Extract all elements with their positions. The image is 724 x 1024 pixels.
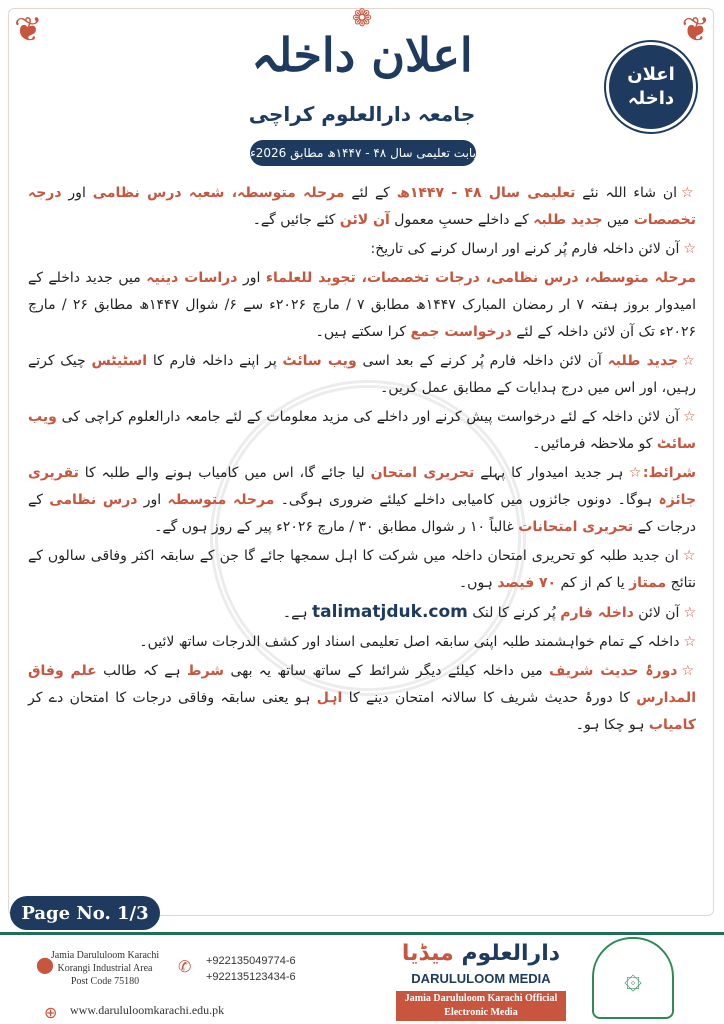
top-ornament-icon: ❁ [351,4,373,32]
star-icon: ☆ [683,241,696,257]
star-icon: ☆ [683,409,696,425]
paragraph-8: ☆آن لائن داخلہ فارم پُر کرنے کا لنک talimatjduk.com ہے۔ [282,602,696,622]
media-official-box: Jamia Darululoom Karachi Official Electronic Media [396,991,566,1021]
paragraph-2: ☆آن لائن داخلہ فارم پُر کرنے اور ارسال کرنے کی تاریخ: [370,241,696,257]
admission-link[interactable]: talimatjduk.com [311,602,468,622]
media-logo-english: DARULULOOM MEDIA [411,971,551,986]
media-logo-urdu: دارالعلوم میڈیا [401,941,561,966]
paragraph-9: ☆داخلہ کے تمام خواہشمند طلبہ اپنی سابقہ اصل تعلیمی اسناد اور کشف الدرجات ساتھ لائیں۔ [139,634,696,650]
badge-line-1: اعلان [627,64,675,85]
paragraph-6: شرائط:☆ہر جدید امیدوار کا پہلے تحریری امتحان لیا جائے گا، اس میں کامیاب ہونے والے طلبہ کا تقریری جائزہ ہوگا۔ دونوں جائزوں میں کامیابی داخلے کیلئے ضروری ہوگی۔ مرحلہ متوسطہ اور درس نظامی کے درجات کے تحریری امتحانات غالباً ۱۰ ر شوال مطابق ۳۰ / مارچ ۲۰۲۶ء پیر کے روز ہوں گے۔ [28,465,697,535]
phone-icon: ✆ [178,957,192,976]
page-number-badge: Page No. 1/3 [10,896,160,930]
session-pill: بابت تعلیمی سال ۴۸ - ۱۴۴۷ھ مطابق 2026ء [250,140,476,166]
badge-line-2: داخلہ [627,88,675,109]
page-title: اعلان داخلہ [251,28,473,82]
paragraph-10: ☆دورۂ حدیث شریف میں داخلہ کیلئے دیگر شرائط کے ساتھ ساتھ یہ بھی شرط ہے کہ طالب علم وفاق المدارس کا دورۂ حدیث شریف کا سالانہ امتحان دینے کا اہل ہو یعنی سابقہ وفاقی درجات کا امتحان دے کر کامیاب ہو چکا ہو۔ [28,663,697,733]
star-icon: ☆ [682,548,696,564]
footer-address: Jamia Darululoom Karachi Korangi Industrial Area Post Code 75180 [50,950,160,987]
paragraph-4: ☆جدید طلبہ آن لائن داخلہ فارم پُر کرنے کے بعد اسی ویب سائٹ پر اپنے داخلہ فارم کا اسٹیٹس چیک کرتے رہیں، اور اس میں درج ہدایات کے مطابق عمل کریں۔ [28,353,697,396]
star-icon: ☆ [681,663,697,679]
footer [0,932,724,1024]
footer-phones: +922135049774-6 +922135123434-6 [206,955,296,983]
notice-body [28,180,696,741]
star-icon: ☆ [683,605,696,621]
page-subtitle: جامعہ دارالعلوم کراچی [248,102,476,126]
star-icon: ☆ [627,465,643,481]
star-icon: ☆ [681,185,696,201]
location-pin-icon: ⬤ [36,955,54,974]
paragraph-3: مرحلہ متوسطہ، درس نظامی، درجات تخصصات، تجوید للعلماء اور دراسات دینیہ میں جدید داخلے کے امیدوار بروز ہفتہ ۷ ار رمضان المبارک ۱۴۴۷ھ مطابق ۷ / مارچ ۲۰۲۶ء سے ۶/ شوال ۱۴۴۷ھ مطابق ۲۶ / مارچ ۲۰۲۶ء تک آن لائن داخلہ کے لئے درخواست جمع کرا سکتے ہیں۔ [28,270,696,340]
paragraph-1: ☆ان شاء اللہ نئے تعلیمی سال ۴۸ - ۱۴۴۷ھ کے لئے مرحلہ متوسطہ، شعبہ درس نظامی اور درجہ تخصصات میں جدید طلبہ کے داخلے حسبِ معمول آن لائن کئے جائیں گے۔ [28,185,696,228]
star-icon: ☆ [683,634,696,650]
calligraphy-logo-icon: ۞ [592,937,674,1019]
star-icon: ☆ [682,353,697,369]
globe-icon: ⊕ [44,1003,58,1022]
paragraph-5: ☆آن لائن داخلہ کے لئے درخواست پیش کرنے اور داخلے کی مزید معلومات کے لئے جامعہ دارالعلوم کراچی کی ویب سائٹ کو ملاحظہ فرمائیں۔ [28,409,696,452]
corner-ornament-icon: ❦ [14,10,43,50]
paragraph-7: ☆ان جدید طلبہ کو تحریری امتحان داخلہ میں شرکت کا اہل سمجھا جائے گا جن کے سابقہ اکثر وفاقی سالوں کے نتائج ممتاز یا کم از کم ۷۰ فیصد ہوں۔ [28,548,696,591]
footer-website-link[interactable]: www.darululoomkarachi.edu.pk [70,1003,225,1017]
corner-ornament-icon: ❦ [681,10,710,50]
